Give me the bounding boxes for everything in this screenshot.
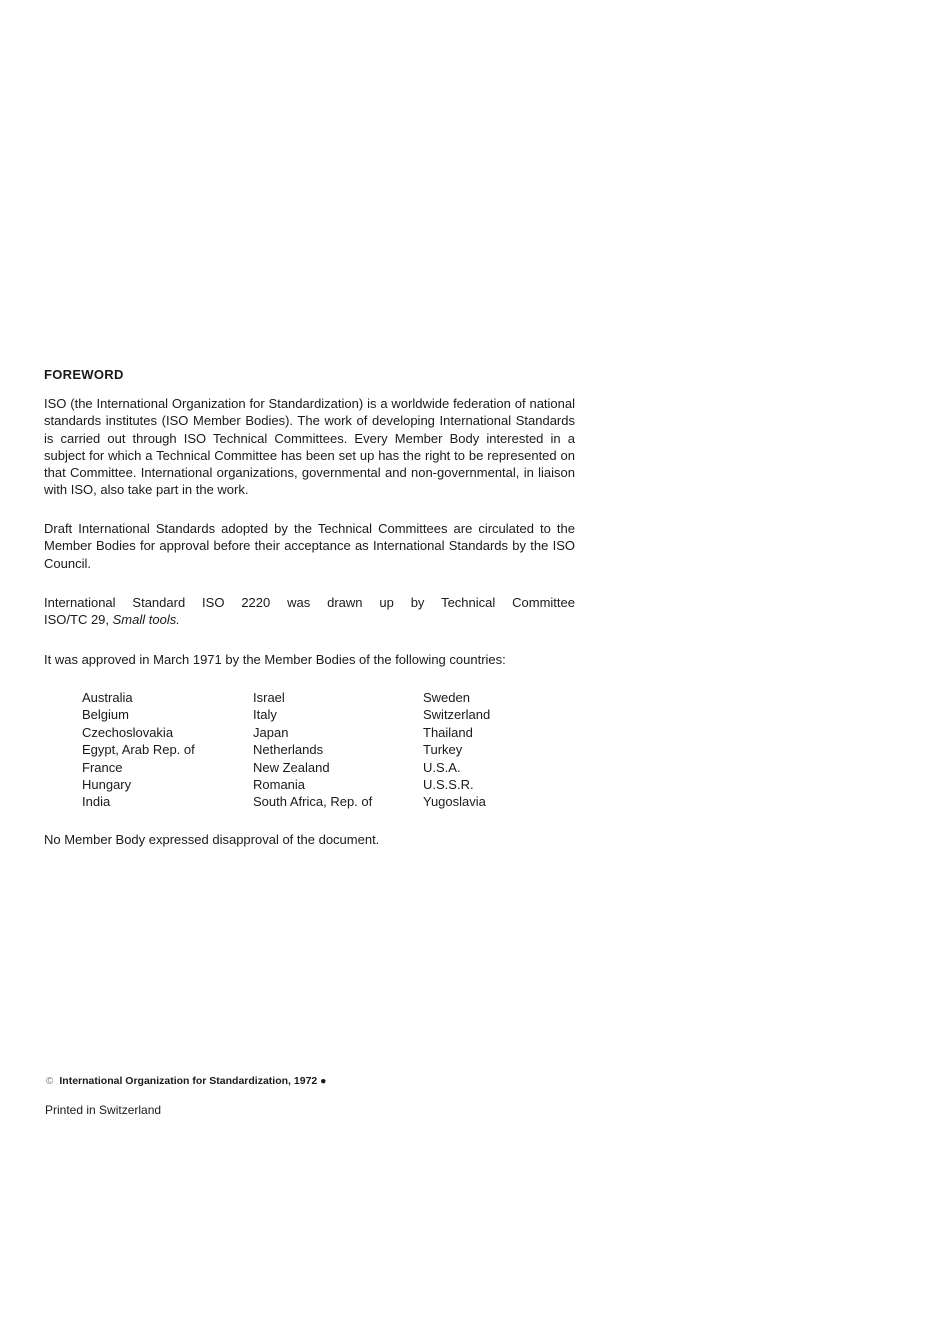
- country-column-2: [253, 689, 372, 811]
- copyright-text: International Organization for Standardization, 1972 ●: [59, 1075, 327, 1087]
- country-column-1: [82, 689, 195, 811]
- country-item: Yugoslavia: [423, 794, 486, 810]
- country-item: India: [82, 794, 111, 810]
- country-column-3: [423, 689, 490, 811]
- committee-title: Small tools.: [112, 612, 180, 628]
- paragraph-approval: It was approved in March 1971 by the Member Bodies of the following countries:: [44, 652, 506, 667]
- paragraph-iso-intro: ISO (the International Organization for Standardization) is a worldwide federation of national standards institutes (ISO Member Bodies). The work of developing International Standards is carried out through ISO Technical Committees. Every Member Body interested in a subject for which a Technical Committee has been set up has the right to be represented on that Committee. International organizations, governmental and non-governmental, in liaison with ISO, also take part in the work.: [44, 396, 575, 498]
- copyright-notice: [46, 1075, 327, 1087]
- paragraph-standard-origin: [44, 594, 575, 629]
- country-item: Czechoslovakia: [82, 724, 174, 740]
- printed-location: Printed in Switzerland: [45, 1103, 162, 1117]
- country-item: South Africa, Rep. of: [253, 794, 373, 810]
- country-item: Switzerland: [423, 707, 491, 723]
- standard-origin-line: International Standard ISO 2220 was drawn up by Technical Committee: [44, 595, 575, 610]
- country-item: U.S.A.: [423, 759, 461, 775]
- country-item: France: [82, 759, 123, 775]
- country-item: Thailand: [423, 724, 473, 740]
- country-item: Hungary: [82, 776, 132, 792]
- country-item: Israel: [253, 690, 285, 705]
- foreword-heading: FOREWORD: [44, 367, 124, 382]
- country-item: U.S.S.R.: [423, 776, 474, 792]
- country-item: Romania: [253, 776, 306, 792]
- country-item: New Zealand: [253, 759, 330, 775]
- country-item: Italy: [253, 707, 277, 723]
- country-item: Japan: [253, 724, 289, 740]
- copyright-icon: ©: [46, 1076, 54, 1087]
- country-item: Turkey: [423, 742, 463, 758]
- country-item: Sweden: [423, 690, 470, 705]
- committee-reference: ISO/TC 29,: [44, 612, 113, 628]
- country-item: Netherlands: [253, 742, 324, 758]
- country-item: Egypt, Arab Rep. of: [82, 742, 195, 758]
- country-item: Belgium: [82, 707, 129, 723]
- paragraph-no-disapproval: No Member Body expressed disapproval of the document.: [44, 832, 380, 847]
- paragraph-draft-standards: Draft International Standards adopted by the Technical Committees are circulated to the Member Bodies for approval before their acceptance as International Standards by the ISO Council.: [44, 521, 575, 571]
- country-item: Australia: [82, 690, 133, 705]
